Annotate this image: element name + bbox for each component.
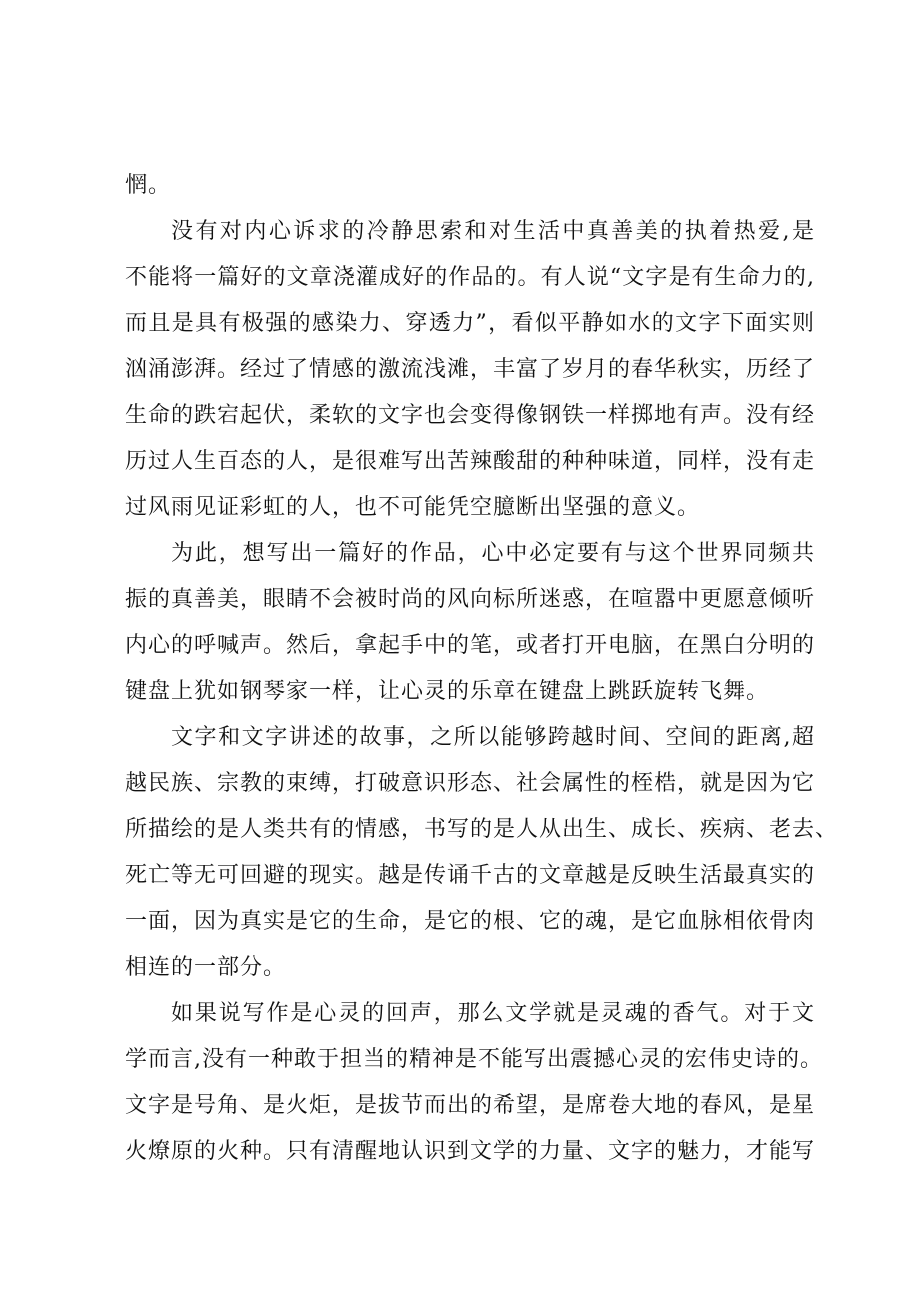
text-line: 过风雨见证彩虹的人，也不可能凭空臆断出坚强的意义。 <box>125 495 701 520</box>
text-line: 键盘上犹如钢琴家一样，让心灵的乐章在键盘上跳跃旋转飞舞。 <box>125 679 770 704</box>
document-body <box>125 163 839 1175</box>
text-line: 所描绘的是人类共有的情感，书写的是人从出生、成长、疾病、老去、 <box>125 817 839 842</box>
text-line: 一面，因为真实是它的生命，是它的根、它的魂，是它血脉相依骨肉 <box>125 909 816 934</box>
text-line: 相连的一部分。 <box>125 955 287 980</box>
text-line: 没有对内心诉求的冷静思索和对生活中真善美的执着热爱,是 <box>171 219 815 244</box>
text-line: 死亡等无可回避的现实。越是传诵千古的文章越是反映生活最真实的 <box>125 863 816 888</box>
text-line: 学而言,没有一种敢于担当的精神是不能写出震撼心灵的宏伟史诗的。 <box>125 1047 823 1072</box>
text-line: 如果说写作是心灵的回声，那么文学就是灵魂的香气。对于文 <box>171 1001 815 1026</box>
text-line: 文字是号角、是火炬，是拔节而出的希望，是席卷大地的春风，是星 <box>125 1093 816 1118</box>
text-line: 而且是具有极强的感染力、穿透力”，看似平静如水的文字下面实则 <box>125 311 815 336</box>
text-line: 越民族、宗教的束缚，打破意识形态、社会属性的桎梏，就是因为它 <box>125 771 816 796</box>
text-line: 汹涌澎湃。经过了情感的激流浅滩，丰富了岁月的春华秋实，历经了 <box>125 357 816 382</box>
text-line: 为此，想写出一篇好的作品，心中必定要有与这个世界同频共 <box>171 541 815 566</box>
paragraph <box>125 531 815 715</box>
paragraph <box>125 209 815 531</box>
text-line: 生命的跌宕起伏，柔软的文字也会变得像钢铁一样掷地有声。没有经 <box>125 403 816 428</box>
paragraph <box>125 991 823 1175</box>
paragraph <box>125 715 839 991</box>
text-line: 文字和文字讲述的故事，之所以能够跨越时间、空间的距离,超 <box>171 725 815 750</box>
text-line: 振的真善美，眼睛不会被时尚的风向标所迷惑，在喧嚣中更愿意倾听 <box>125 587 816 612</box>
text-line: 不能将一篇好的文章浇灌成好的作品的。有人说“文字是有生命力的, <box>125 265 815 290</box>
text-line: 历过人生百态的人，是很难写出苦辣酸甜的种种味道，同样，没有走 <box>125 449 816 474</box>
paragraph <box>125 163 815 209</box>
text-line: 火燎原的火种。只有清醒地认识到文学的力量、文字的魅力，才能写 <box>125 1139 816 1164</box>
text-line: 惘。 <box>125 173 172 198</box>
text-line: 内心的呼喊声。然后，拿起手中的笔，或者打开电脑，在黑白分明的 <box>125 633 816 658</box>
